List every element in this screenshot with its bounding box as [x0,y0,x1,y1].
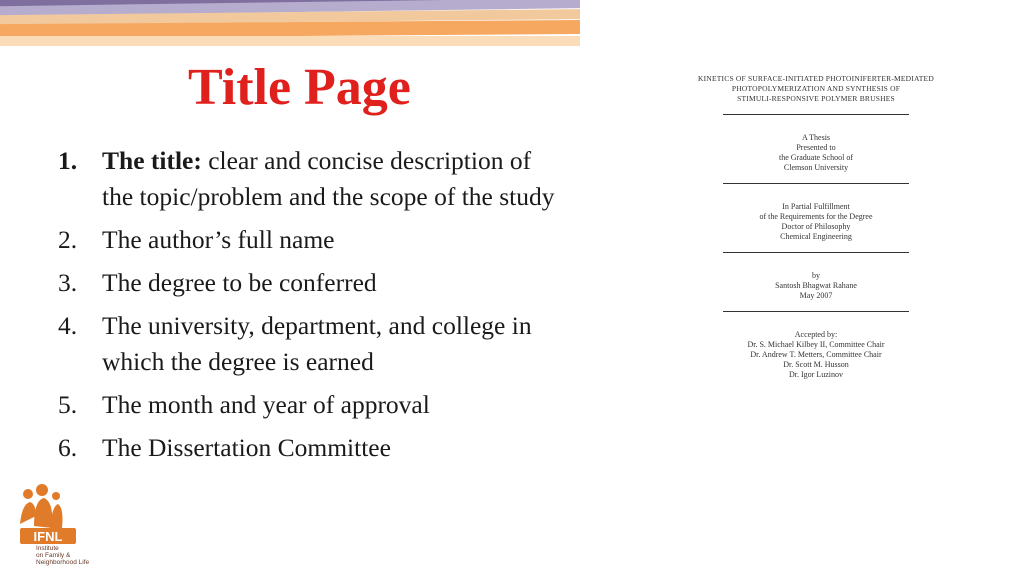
list-item-text: The month and year of approval [102,390,430,419]
thesis-presented-block [676,133,956,173]
logo-text-line: Institute [36,545,59,552]
thesis-fulfillment-block [676,202,956,242]
thesis-line: Chemical Engineering [780,232,852,241]
thesis-line: of the Requirements for the Degree [759,212,873,221]
thesis-line: Santosh Bhagwat Rahane [775,281,857,290]
logo-text [36,545,96,566]
thesis-line: Accepted by: [794,330,838,339]
decorative-header-bands [0,0,580,60]
list-item [58,222,558,258]
list-item-lead: The title: [102,146,202,175]
list-item-text: The author’s full name [102,225,335,254]
list-number: 4. [58,311,78,340]
list-item [58,387,558,423]
thesis-line: May 2007 [799,291,833,300]
list-item-text: clear and concise description of the topic/problem and the scope of the study [102,146,555,211]
divider [723,183,909,184]
logo-text-line: Neighborhood Life [36,559,90,566]
list-item-text: The Dissertation Committee [102,433,391,462]
thesis-author-block [676,271,956,301]
thesis-line: Doctor of Philosophy [781,222,851,231]
thesis-committee-block [676,330,956,380]
thesis-line: Dr. Igor Luzinov [789,370,843,379]
thesis-line: A Thesis [801,133,831,142]
slide-title: Title Page [188,59,411,116]
thesis-line: Dr. S. Michael Kilbey II, Committee Chair [747,340,885,349]
thesis-line: the Graduate School of [779,153,853,162]
divider [723,114,909,115]
thesis-title [676,74,956,104]
thesis-line: by [812,271,820,280]
thesis-line: In Partial Fulfillment [782,202,850,211]
list-item-text: The university, department, and college in which the degree is earned [102,311,532,376]
thesis-line: Clemson University [783,163,849,172]
list-number: 1. [58,146,78,175]
divider [723,252,909,253]
thesis-line: Dr. Andrew T. Metters, Committee Chair [750,350,882,359]
list-item-text: The degree to be conferred [102,268,377,297]
divider [723,311,909,312]
list-number: 6. [58,433,78,462]
list-number: 2. [58,225,78,254]
thesis-line: Presented to [796,143,836,152]
list-item [58,143,558,215]
thesis-title-line: PHOTOPOLYMERIZATION AND SYNTHESIS OF [731,84,901,93]
thesis-line: Dr. Scott M. Husson [783,360,849,369]
thesis-title-page-image [676,74,956,380]
band-light-orange [0,36,580,46]
list-number: 3. [58,268,78,297]
list-item [58,430,558,466]
thesis-title-line: STIMULI-RESPONSIVE POLYMER BRUSHES [737,94,895,103]
requirements-list [58,143,558,473]
list-number: 5. [58,390,78,419]
thesis-title-line: KINETICS OF SURFACE-INITIATED PHOTOINIFERTER-MEDIATED [698,74,934,83]
logo-text-line: on Family & [36,552,71,559]
logo-mark: IFNL [33,529,63,544]
list-item [58,308,558,380]
list-item [58,265,558,301]
